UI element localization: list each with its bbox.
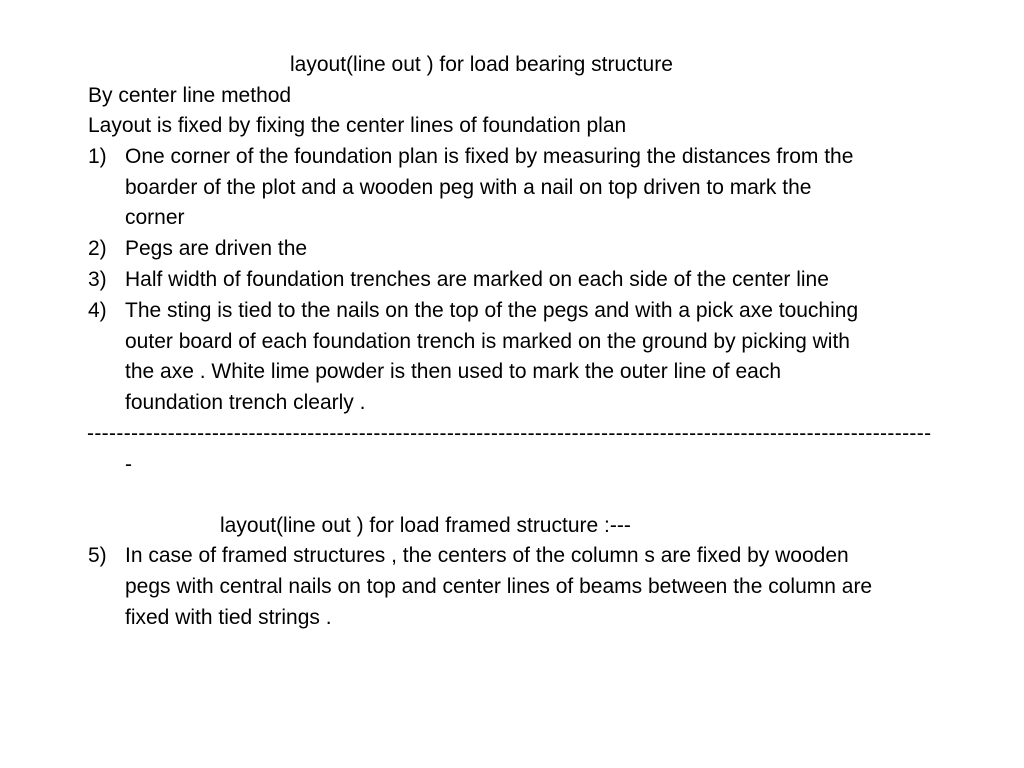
item-line: One corner of the foundation plan is fixed by measuring the distances from the: [125, 145, 854, 168]
item-line: the axe . White lime powder is then used to mark the outer line of each: [125, 360, 782, 383]
item-line: corner: [125, 206, 185, 229]
item-line: fixed with tied strings .: [125, 606, 332, 629]
item-number: 2): [88, 237, 107, 260]
section1-title: layout(line out ) for load bearing structure: [290, 53, 673, 76]
item-line: foundation trench clearly .: [125, 391, 366, 414]
separator-wrap: -: [125, 453, 132, 476]
dashed-separator: -------------------------------------------------------------------------------------------------------------------: [87, 422, 932, 445]
method-line: By center line method: [88, 84, 292, 107]
item-line: The sting is tied to the nails on the top of the pegs and with a pick axe touching: [125, 299, 859, 322]
intro-line: Layout is fixed by fixing the center lines of foundation plan: [88, 114, 627, 137]
item-line: Half width of foundation trenches are marked on each side of the center line: [125, 268, 829, 291]
item-line: outer board of each foundation trench is marked on the ground by picking with: [125, 330, 850, 353]
item-line: boarder of the plot and a wooden peg with a nail on top driven to mark the: [125, 176, 812, 199]
item-number: 3): [88, 268, 107, 291]
item-line: pegs with central nails on top and center lines of beams between the column are: [125, 575, 873, 598]
item-number: 5): [88, 544, 107, 567]
item-line: In case of framed structures , the centers of the column s are fixed by wooden: [125, 544, 849, 567]
item-number: 4): [88, 299, 107, 322]
section2-title: layout(line out ) for load framed structure :---: [220, 514, 631, 537]
item-number: 1): [88, 145, 107, 168]
item-line: Pegs are driven the: [125, 237, 308, 260]
